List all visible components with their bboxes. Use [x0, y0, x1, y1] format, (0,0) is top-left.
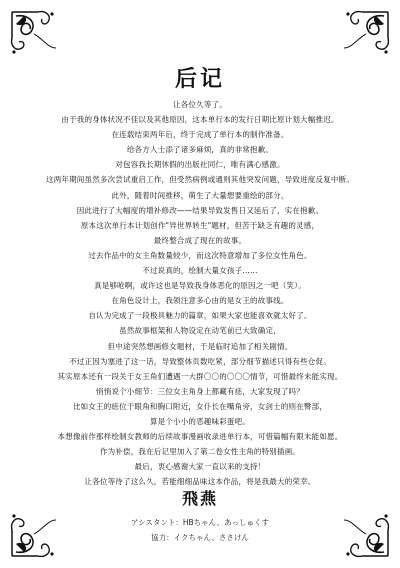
- body-line: 不过说真的，绘制大量女孩子……: [142, 266, 258, 276]
- corner-flourish-top-left: [8, 8, 66, 66]
- body-line: 算是个小小的恶趣味彩蛋吧。: [149, 416, 251, 426]
- afterword-body: [14, 97, 386, 489]
- body-line: 但中途突然想画修女题材，于是临时追加了相关剧情。: [107, 341, 293, 351]
- body-line: 其实原本还有一段关于女王角们遭遇一大群〇〇的〇〇〇情节，可惜最终未能实现。: [57, 371, 343, 381]
- body-line: 过去作品中的女主角数量较少，而这次特意增加了多位女性角色。: [88, 250, 312, 260]
- body-line: 给各方人士添了诸多麻烦，真的非常抱歉。: [126, 145, 274, 155]
- body-line: 本想像前作那样绘制女教师的后续故事漫画收录进单行本，可惜篇幅有限未能如愿。: [57, 432, 343, 442]
- body-line: 在连载结束两年后，终于完成了单行本的制作准备。: [111, 130, 289, 140]
- body-line: 让各位等待了这么久，若能细细品味这本作品，将是我最大的荣幸。: [84, 477, 316, 487]
- body-line: 悄悄说个小细节：三位女主角身上都藏有痣，大家发现了吗？: [96, 386, 304, 396]
- body-line: 这两年期间虽然多次尝试重启工作，但受然病例或通则其他突发问题，导致进度反复中断。: [46, 175, 354, 185]
- page-title: 后记: [174, 67, 225, 92]
- body-line: 作为补偿，我在后记里加入了第二卷女性主角的特别插画。: [99, 447, 301, 457]
- credit-cooperation: 協力：イクちゃん、ささけん: [151, 533, 249, 542]
- body-line: 比如女王的痣位于眼角和胸口附近，女仆长在嘴角旁，女剑士的则在臀部，: [72, 401, 328, 411]
- corner-flourish-top-right: [334, 8, 392, 66]
- body-line: 自认为完成了一段极具魅力的篇章，如果大家也能喜欢就太好了。: [88, 311, 312, 321]
- body-line: 原本这次单行本计划创作"异世界转生"题材，但苦于缺乏有趣的灵感，: [80, 220, 320, 230]
- credit-assistant: アシスタント：HBちゃん、あっしゅくす: [130, 518, 270, 527]
- flourish-icon: [8, 8, 66, 66]
- body-line: 让各位久等了。: [173, 100, 227, 109]
- body-line: 对包容我长期休假的出版社同仁，唯有满心感激。: [115, 160, 285, 170]
- body-line: 因此进行了大幅度的增补修改——结果导致发售日又延后了，实在抱歉。: [76, 205, 324, 215]
- credits: [0, 515, 400, 545]
- body-line: 虽然故事框架和人物设定在动笔前已大致确定，: [119, 326, 281, 336]
- body-line: 由于我的身体状况不佳以及其他原因，这本单行本的发行日期比原计划大幅推迟。: [61, 115, 339, 125]
- body-line: 真是够呛啊，或许这也是导致我身体恶化的原因之一吧（笑）。: [94, 281, 306, 291]
- flourish-icon: [334, 8, 392, 66]
- body-line: 不过正因为塞进了这一话，导致整体页数吃紧，部分细节描述只得有些仓促。: [69, 356, 331, 366]
- body-line: 此外，随着时间推移，萌生了大量想要重绘的部分，: [111, 190, 289, 200]
- body-line: 在角色设计上，我领注意多心由的是女王的故事线。: [111, 296, 289, 306]
- body-line: 最终整合成了现在的故事。: [153, 235, 247, 245]
- body-line: 最后，衷心感谢大家一直以来的支持！: [134, 462, 266, 472]
- author-signature: 飛燕: [181, 489, 218, 508]
